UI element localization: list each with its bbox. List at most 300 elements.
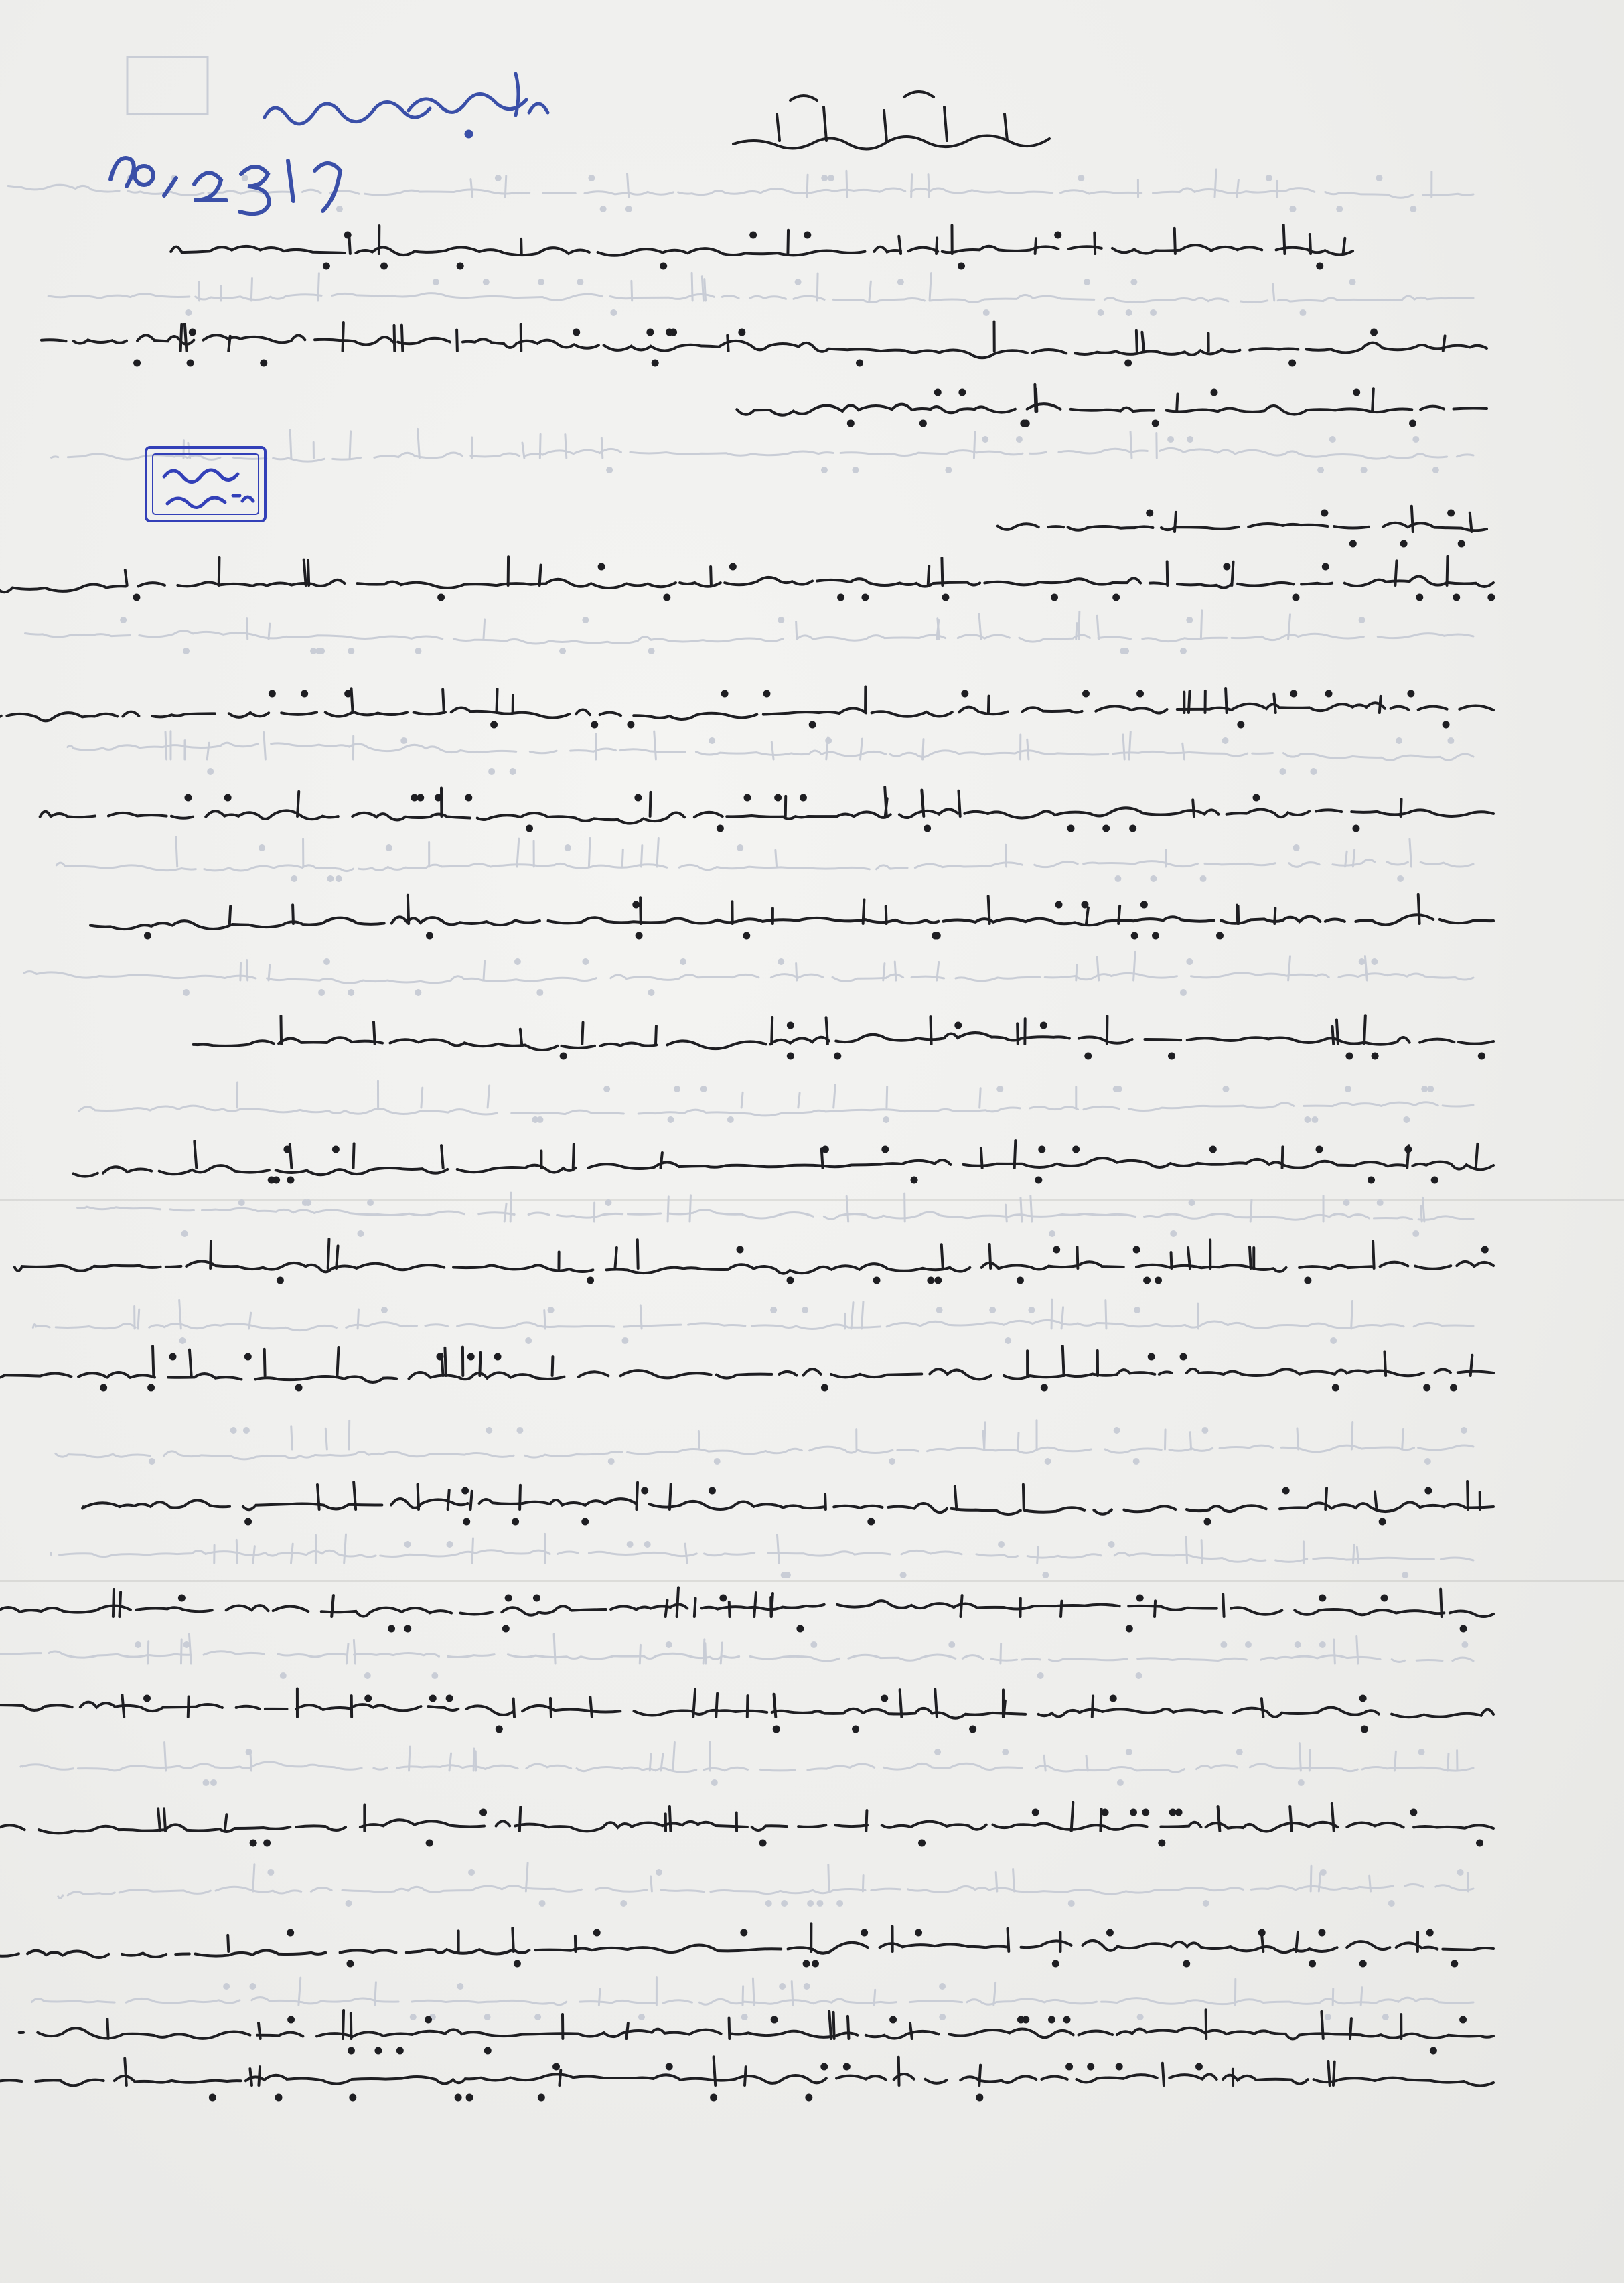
handwritten-dot [1313, 1118, 1317, 1122]
handwritten-stroke [346, 1644, 348, 1664]
handwritten-stroke [1097, 615, 1098, 639]
handwritten-line [15, 1261, 1493, 1273]
handwritten-stroke [1351, 1301, 1353, 1329]
handwritten-dot [1477, 1841, 1482, 1846]
handwritten-dot [822, 1386, 827, 1390]
handwritten-stroke [869, 281, 871, 301]
handwritten-dot [999, 1542, 1004, 1547]
handwritten-stroke [846, 171, 847, 197]
handwritten-dot [1171, 1810, 1175, 1815]
handwritten-dot [649, 990, 654, 995]
handwritten-stroke [874, 1990, 875, 2005]
handwritten-dot [427, 934, 432, 938]
handwritten-dot [1126, 1750, 1131, 1755]
handwritten-dot [1359, 960, 1364, 964]
handwritten-dot [346, 1901, 351, 1906]
handwritten-dot [712, 1781, 717, 1785]
handwritten-dot [739, 330, 744, 335]
handwritten-dot [1224, 565, 1229, 569]
handwritten-dot [1055, 233, 1060, 238]
handwritten-stroke [559, 2070, 561, 2085]
handwritten-stroke [657, 838, 658, 867]
handwritten-dot [1254, 796, 1259, 800]
handwritten-dot [1111, 1696, 1116, 1701]
handwritten-dot [439, 595, 443, 600]
handwritten-dot [101, 1386, 106, 1390]
handwritten-stroke [866, 1810, 867, 1831]
handwritten-dot [145, 934, 150, 938]
handwritten-dot [1121, 649, 1126, 654]
handwritten-dot [431, 1696, 435, 1701]
handwritten-dot [1359, 618, 1364, 623]
handwritten-dot [838, 595, 843, 600]
handwritten-dot [1291, 692, 1296, 696]
blue-annotation-name [265, 74, 548, 137]
handwritten-stroke [981, 1148, 982, 1168]
handwritten-stroke [582, 1023, 583, 1044]
handwritten-stroke [694, 1599, 696, 1617]
handwritten-dot [1433, 468, 1438, 473]
handwritten-dot [621, 1901, 626, 1906]
handwritten-dot [772, 2018, 777, 2022]
handwritten-dot [180, 1339, 185, 1343]
handwritten-dot [539, 2095, 544, 2100]
handwritten-dot [1428, 1931, 1432, 1935]
handwritten-line [0, 1941, 1493, 1958]
handwritten-dot [302, 692, 307, 696]
handwritten-dot [365, 1674, 370, 1678]
handwritten-dot [1057, 903, 1061, 907]
handwritten-stroke [942, 1244, 943, 1268]
handwritten-stroke [526, 1863, 528, 1891]
handwritten-dot [1431, 2049, 1436, 2053]
handwritten-dot [801, 796, 806, 800]
handwritten-dot [1290, 207, 1295, 212]
handwritten-dot [928, 1278, 933, 1283]
handwritten-dot [1414, 1232, 1418, 1236]
handwritten-dot [648, 330, 652, 335]
handwritten-dot [667, 2065, 672, 2069]
handwritten-stroke [641, 846, 642, 867]
handwritten-dot [761, 1841, 765, 1846]
handwritten-stroke [1407, 1145, 1408, 1168]
handwritten-dot [481, 1810, 486, 1815]
handwritten-dot [1411, 207, 1416, 212]
handwritten-dot [1052, 595, 1057, 600]
handwritten-dot [398, 2049, 402, 2053]
handwritten-dot [1361, 1696, 1365, 1701]
handwritten-dot [1098, 311, 1103, 315]
handwritten-stroke [225, 1814, 227, 1831]
handwritten-dot [863, 595, 867, 600]
handwritten-dot [728, 1118, 733, 1122]
handwritten-stroke [1375, 1491, 1377, 1509]
handwritten-dot [1085, 280, 1090, 285]
handwritten-dot [1337, 207, 1342, 212]
handwritten-stroke [1384, 1352, 1386, 1376]
handwritten-stroke [247, 619, 248, 639]
handwritten-stroke [1129, 732, 1130, 759]
handwritten-line [0, 703, 1493, 721]
handwritten-dot [518, 1428, 522, 1433]
handwritten-stroke [471, 179, 473, 197]
handwritten-dot [742, 2015, 747, 2020]
handwritten-stroke [409, 1747, 410, 1771]
handwritten-line [194, 1033, 1493, 1050]
handwritten-stroke [923, 739, 924, 759]
handwritten-dot [649, 649, 654, 654]
handwritten-dot [607, 468, 612, 473]
handwritten-stroke [165, 1743, 166, 1771]
handwritten-dot [1397, 739, 1402, 743]
handwritten-dot [1114, 1087, 1118, 1092]
handwritten-dot [1006, 1339, 1011, 1343]
handwritten-dot [1305, 1118, 1310, 1122]
handwritten-dot [828, 176, 833, 181]
handwritten-dot [416, 649, 421, 654]
handwritten-dot [134, 595, 139, 600]
handwritten-stroke [673, 1743, 675, 1771]
handwritten-dot [389, 1627, 394, 1631]
handwritten-stroke [1201, 1540, 1202, 1563]
handwritten-dot [184, 649, 189, 654]
handwritten-stroke [777, 1535, 779, 1563]
handwritten-stroke [670, 1484, 671, 1509]
handwritten-stroke [817, 273, 818, 301]
show-through-line [68, 743, 1473, 760]
handwritten-stroke [354, 1640, 355, 1664]
handwritten-stroke [702, 277, 703, 301]
handwritten-stroke [930, 273, 931, 301]
handwritten-dot [857, 361, 862, 366]
handwritten-dot [1126, 311, 1131, 315]
handwritten-dot [427, 1841, 432, 1846]
handwritten-dot [751, 233, 755, 238]
handwritten-line [737, 404, 1487, 415]
handwritten-dot [1422, 1087, 1427, 1092]
handwritten-dot [211, 1781, 216, 1785]
handwritten-dot [745, 796, 749, 800]
handwritten-dot [411, 2015, 415, 2020]
handwritten-dot [808, 1901, 813, 1906]
handwritten-dot [710, 739, 715, 743]
handwritten-stroke [1299, 1743, 1301, 1771]
handwritten-dot [1408, 692, 1413, 696]
handwritten-stroke [1013, 1869, 1015, 1891]
handwritten-stroke [188, 443, 190, 458]
handwritten-dot [1333, 1386, 1338, 1390]
handwritten-stroke [640, 1305, 642, 1329]
handwritten-stroke [666, 1601, 668, 1617]
handwritten-stroke [158, 1808, 160, 1831]
handwritten-stroke [1130, 432, 1132, 458]
handwritten-dot [386, 846, 391, 851]
handwritten-stroke [928, 566, 930, 585]
show-through-line [0, 185, 1473, 198]
handwritten-dot [656, 1870, 661, 1875]
handwritten-dot [1317, 264, 1322, 269]
handwritten-stroke [792, 1982, 793, 2005]
handwritten-stroke [505, 176, 506, 197]
handwritten-dot [611, 311, 616, 315]
handwritten-dot [574, 330, 579, 335]
handwritten-stroke [1372, 388, 1374, 411]
handwritten-stroke [1343, 238, 1345, 254]
handwritten-stroke [640, 897, 641, 924]
handwritten-stroke [253, 1546, 254, 1563]
handwritten-stroke [1017, 1023, 1018, 1044]
handwritten-dot [484, 280, 488, 285]
handwritten-dot [149, 1386, 153, 1390]
handwritten-stroke [1018, 1433, 1019, 1449]
handwritten-dot [467, 2095, 472, 2100]
handwritten-stroke [860, 739, 862, 759]
handwritten-stroke [251, 279, 252, 301]
handwritten-dot [962, 692, 967, 696]
handwritten-stroke [113, 1589, 114, 1617]
handwritten-dot [554, 2065, 559, 2069]
handwritten-dot [469, 1355, 473, 1359]
handwritten-stroke [240, 963, 241, 980]
handwritten-dot [671, 330, 676, 335]
handwritten-dot [358, 1232, 363, 1236]
handwritten-dot [1404, 1118, 1409, 1122]
handwritten-stroke [1136, 331, 1137, 351]
handwritten-dot [1330, 437, 1335, 442]
show-through-line [79, 1102, 1473, 1116]
handwritten-stroke [418, 429, 420, 458]
handwritten-dot [1317, 1147, 1322, 1152]
handwritten-dot [1351, 542, 1355, 546]
handwritten-dot [246, 1520, 250, 1524]
handwritten-dot [456, 2095, 461, 2100]
handwritten-stroke [1401, 799, 1402, 816]
handwritten-dot [779, 960, 784, 964]
handwritten-stroke [408, 895, 409, 924]
handwritten-dot [1483, 1248, 1487, 1252]
handwritten-dot [469, 1870, 474, 1875]
handwritten-dot [534, 1596, 539, 1601]
handwritten-dot [1410, 421, 1415, 426]
handwritten-line [0, 1369, 1493, 1382]
handwritten-stroke [185, 324, 187, 351]
handwritten-stroke [308, 561, 309, 585]
handwritten-stroke [344, 1534, 346, 1563]
handwritten-dot [588, 1278, 593, 1283]
handwritten-dot [744, 934, 749, 938]
handwritten-dot [1350, 280, 1355, 285]
handwritten-stroke [125, 570, 127, 585]
handwritten-stroke [771, 742, 773, 759]
handwritten-stroke [774, 1694, 776, 1717]
handwritten-dot [1109, 1542, 1114, 1547]
handwritten-dot [1151, 311, 1156, 315]
handwritten-dot [527, 826, 532, 831]
handwritten-stroke [512, 1928, 514, 1951]
handwritten-dot [1217, 934, 1222, 938]
handwritten-dot [766, 1901, 771, 1906]
handwritten-stroke [1476, 1144, 1478, 1168]
handwritten-dot [1383, 2015, 1388, 2020]
handwritten-dot [515, 1962, 520, 1966]
handwritten-dot [1362, 1727, 1367, 1732]
handwritten-line [42, 335, 1487, 358]
handwritten-dot [838, 1901, 842, 1906]
handwritten-dot [1322, 511, 1327, 516]
handwritten-stroke [1237, 180, 1239, 197]
handwritten-stroke [1337, 1019, 1338, 1044]
handwritten-dot [186, 796, 190, 800]
handwritten-stroke [1395, 561, 1396, 585]
handwritten-dot [486, 2049, 490, 2053]
handwritten-stroke [1418, 895, 1420, 924]
handwritten-dot [526, 1339, 531, 1343]
handwritten-dot [402, 739, 407, 743]
handwritten-dot [578, 280, 583, 285]
show-through-line [58, 1884, 1473, 1898]
handwritten-stroke [1296, 1932, 1298, 1951]
handwritten-stroke [1118, 906, 1120, 924]
handwritten-dot [1389, 1901, 1394, 1906]
handwritten-dot [1116, 877, 1120, 881]
handwritten-stroke [484, 619, 485, 639]
handwritten-dot [1079, 176, 1084, 181]
handwritten-dot [276, 2095, 281, 2100]
handwritten-dot [1432, 1178, 1437, 1183]
handwritten-stroke [517, 838, 519, 867]
handwritten-dot [782, 1901, 787, 1906]
handwritten-dot [853, 1727, 858, 1732]
handwritten-dot [826, 739, 831, 743]
handwritten-stroke [1005, 1205, 1007, 1222]
handwritten-stroke [798, 1093, 800, 1108]
handwritten-stroke [796, 964, 797, 980]
handwritten-stroke [488, 1086, 490, 1108]
handwritten-dot [609, 1459, 613, 1464]
handwritten-stroke [1035, 238, 1036, 254]
handwritten-dot [1461, 1627, 1466, 1631]
handwritten-dot [1043, 1573, 1048, 1578]
handwritten-line [30, 808, 1493, 823]
handwritten-dot [1419, 1750, 1424, 1755]
handwritten-dot [1382, 1596, 1387, 1601]
show-through-line [56, 1445, 1473, 1459]
handwritten-stroke [1273, 284, 1274, 301]
handwritten-dot [1054, 1248, 1059, 1252]
handwritten-stroke [846, 1196, 848, 1222]
handwritten-dot [1299, 1781, 1303, 1785]
handwritten-stroke [352, 688, 353, 713]
handwritten-dot [1187, 960, 1192, 964]
handwritten-dot [485, 2015, 490, 2020]
handwritten-dot [1117, 2065, 1122, 2069]
handwritten-dot [977, 2095, 982, 2100]
handwritten-stroke [705, 279, 706, 301]
handwritten-stroke [1262, 1698, 1264, 1717]
handwritten-stroke [828, 1864, 829, 1891]
handwritten-dot [231, 1428, 236, 1433]
handwritten-dot [1103, 1810, 1108, 1815]
handwritten-stroke [575, 1936, 576, 1951]
handwritten-dot [285, 1147, 289, 1152]
handwritten-dot [548, 1308, 553, 1313]
handwritten-stroke [504, 1203, 506, 1222]
handwritten-dot [898, 280, 903, 285]
handwritten-stroke [1333, 2062, 1335, 2085]
handwritten-dot [1211, 1147, 1215, 1152]
handwritten-dot [1147, 511, 1152, 516]
handwritten-dot [1042, 1386, 1047, 1390]
handwritten-stroke [716, 1694, 717, 1717]
handwritten-dot [701, 1087, 706, 1092]
handwritten-stroke [1467, 1872, 1468, 1891]
handwritten-stroke [496, 689, 497, 713]
handwritten-stroke [1262, 1934, 1263, 1951]
handwritten-dot [492, 723, 496, 727]
handwritten-stroke [1361, 1988, 1362, 2005]
handwritten-stroke [421, 1088, 423, 1108]
handwritten-stroke [1226, 688, 1227, 713]
handwritten-dot [1169, 1054, 1174, 1059]
handwritten-dot [623, 1339, 628, 1343]
handwritten-stroke [1086, 1756, 1088, 1771]
handwritten-stroke [1021, 1198, 1022, 1222]
show-through-line [31, 1998, 1473, 2005]
handwritten-stroke [1373, 1242, 1374, 1268]
handwritten-dot [1284, 1489, 1288, 1493]
handwritten-dot [1458, 1870, 1463, 1875]
handwritten-dot [634, 903, 638, 907]
handwritten-dot [628, 723, 633, 727]
handwritten-dot [1181, 1355, 1186, 1359]
handwritten-dot [250, 1984, 255, 1989]
handwritten-dot [311, 649, 316, 654]
handwritten-dot [1246, 1643, 1250, 1647]
handwritten-dot [813, 1962, 818, 1966]
handwritten-dot [639, 2015, 644, 2020]
handwritten-dot [1181, 649, 1185, 654]
handwritten-dot [490, 769, 494, 774]
handwritten-dot [1169, 437, 1173, 442]
handwritten-stroke [1448, 1753, 1449, 1771]
handwritten-stroke [253, 1864, 254, 1891]
handwritten-dot [538, 990, 542, 995]
handwritten-stroke [194, 1141, 196, 1168]
handwritten-dot [848, 421, 853, 426]
handwritten-dot [376, 2049, 380, 2053]
handwritten-stroke [210, 1241, 211, 1268]
handwritten-stroke [349, 1420, 350, 1449]
handwritten-dot [184, 1643, 189, 1647]
handwritten-stroke [1471, 1355, 1473, 1376]
handwritten-dot [774, 1727, 779, 1732]
handwritten-dot [936, 390, 940, 395]
handwritten-dot [1461, 2018, 1465, 2022]
handwritten-dot [884, 1118, 889, 1122]
handwritten-dot [433, 1674, 437, 1678]
handwritten-dot [741, 1931, 746, 1935]
handwritten-dot [346, 692, 350, 696]
handwritten-stroke [510, 1193, 511, 1222]
handwritten-dot [642, 1489, 647, 1493]
handwritten-stroke [189, 1634, 191, 1664]
handwritten-stroke [834, 1085, 835, 1108]
handwritten-dot [936, 1750, 940, 1755]
handwritten-dot [496, 176, 500, 181]
handwritten-stroke [861, 1302, 863, 1329]
show-through-line [78, 1207, 1473, 1220]
handwritten-stroke [522, 443, 524, 458]
